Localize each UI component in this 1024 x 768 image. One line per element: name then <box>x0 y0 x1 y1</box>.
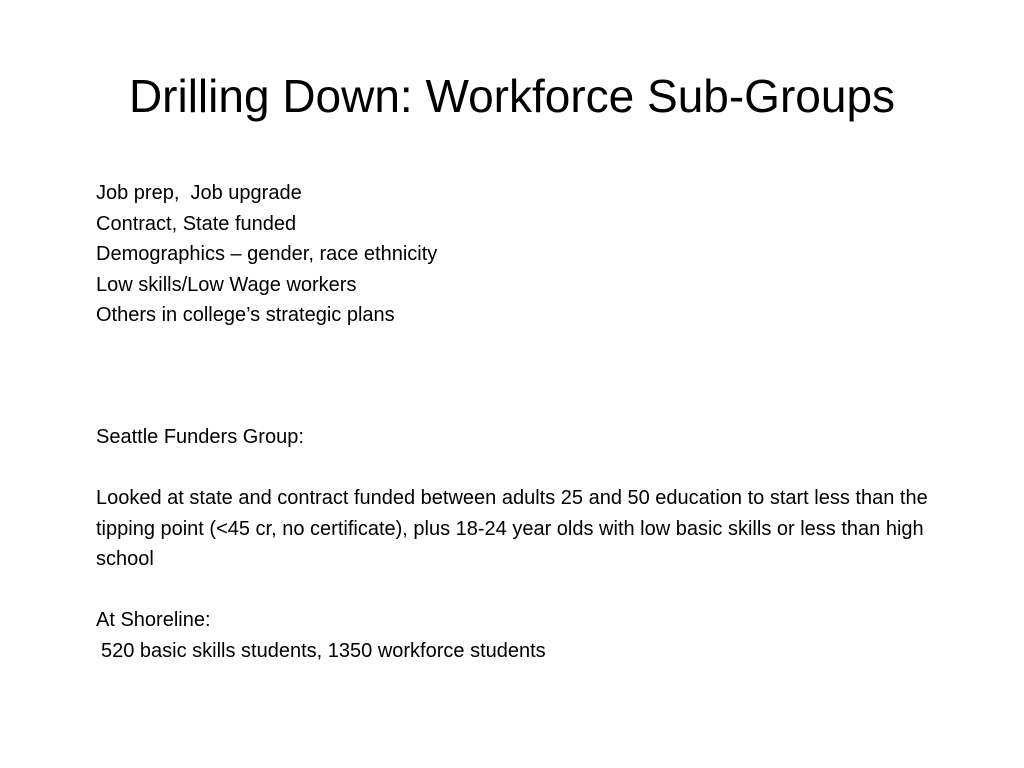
slide-title: Drilling Down: Workforce Sub-Groups <box>128 70 896 122</box>
subgroup-item-low-skills: Low skills/Low Wage workers <box>96 273 357 296</box>
subgroup-item-job-prep: Job prep, Job upgrade <box>96 182 302 204</box>
spacer <box>96 453 956 484</box>
subgroup-item-demographics: Demographics – gender, race ethnicity <box>96 243 438 265</box>
spacer <box>96 575 956 606</box>
subgroup-item-funding: Contract, State funded <box>96 212 297 235</box>
seattle-funders-heading: Seattle Funders Group: <box>96 426 304 448</box>
shoreline-heading: At Shoreline: <box>96 609 211 631</box>
shoreline-stats: 520 basic skills students, 1350 workforce students <box>101 639 546 662</box>
spacer <box>96 331 956 423</box>
subgroup-item-strategic-plans: Others in college’s strategic plans <box>96 304 395 326</box>
seattle-funders-description: Looked at state and contract funded between adults 25 and 50 education to start less than the tipping point (<45 cr, no certificate), plus 18-24 year olds with low basic skills or less than high school <box>96 487 928 570</box>
slide-body <box>96 178 956 666</box>
